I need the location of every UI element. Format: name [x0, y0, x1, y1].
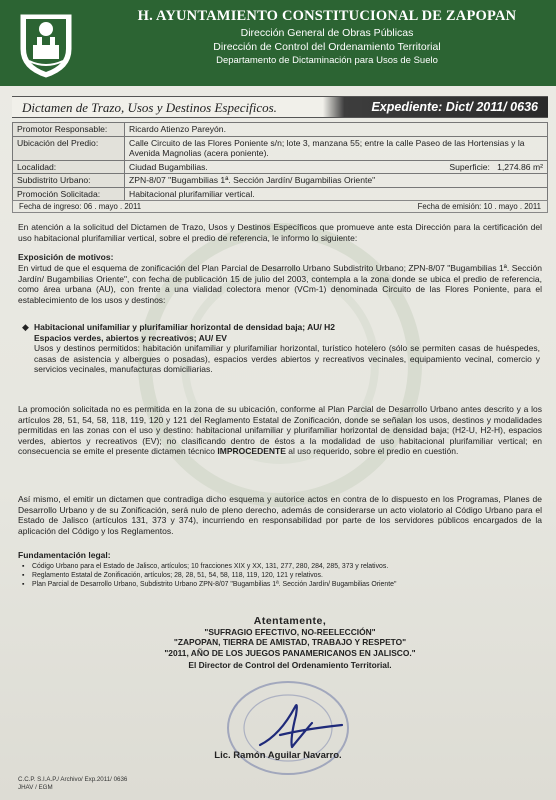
lema-3: "2011, AÑO DE LOS JUEGOS PANAMERICANOS EN JALISCO."	[164, 647, 416, 658]
atentamente: Atentamente,	[253, 615, 327, 627]
info-value-cell	[125, 160, 548, 174]
info-value: Habitacional plurifamiliar vertical.	[125, 187, 548, 201]
fecha-emision: Fecha de emisión: 10 . mayo . 2011	[417, 202, 541, 211]
bullet-title-1: Habitacional unifamiliar y plurifamiliar horizontal de densidad baja; AU/ H2	[34, 322, 336, 332]
document-title: Dictamen de Trazo, Usos y Destinos Especificos.	[22, 100, 277, 115]
intro-paragraph: En atención a la solicitud del Dictamen de Trazo, Usos y Destinos Específicos que promueve ante esta Dirección para la certificación del uso habitacional plurifamiliar vertical, sobre el predio de referencia, le informo lo siguiente:	[18, 222, 542, 243]
motivos-heading: Exposición de motivos:	[18, 252, 114, 262]
bullet-item	[22, 322, 540, 375]
table-row	[13, 123, 548, 137]
info-label: Ubicación del Predio:	[13, 136, 125, 160]
table-row	[13, 187, 548, 201]
info-value: Ricardo Atienzo Pareyón.	[125, 123, 548, 137]
info-label: Promotor Responsable:	[13, 123, 125, 137]
bullet-text: Usos y destinos permitidos: habitación unifamiliar y plurifamiliar horizontal, turístico hotelero (sólo se permiten casas de huéspedes, casas de asistencia y albergues o posadas), espacios verdes abiertos y recreativos vecinales, equipamiento vecinal, comercio y servicios vecinales, manufacturas domiciliarias.	[34, 343, 540, 375]
iniciales-line: JHAV / EGM	[18, 784, 53, 791]
promocion-paragraph	[18, 404, 542, 457]
footer-ccp	[18, 776, 127, 792]
table-row	[13, 160, 548, 174]
promocion-text-b: al uso requerido, sobre el predio en cuestión.	[288, 446, 459, 457]
header-line-2: Dirección de Control del Ordenamiento Territorial	[213, 41, 441, 53]
header-line-3: Departamento de Dictaminación para Usos de Suelo	[216, 55, 438, 66]
org-title: H. AYUNTAMIENTO CONSTITUCIONAL DE ZAPOPAN	[137, 8, 517, 24]
expediente-number: Expediente: Dict/ 2011/ 0636	[371, 100, 538, 114]
bullet-icon: ◆	[22, 322, 29, 332]
asimismo-paragraph: Así mismo, el emitir un dictamen que contradiga dicho esquema y autorice actos en contra de lo dispuesto en los Programas, Planes de Desarrollo Urbano y de su Zonificación, será nulo de pleno derecho, además de considerarse un acto violatorio al Código Urbano para el Estado de Jalisco (artículos 131, 373 y 374), incurriendo en responsabilidad por parte de los servidores públicos encargados de la aplicación del Código y los Reglamentos.	[18, 494, 542, 536]
superficie-label: Superficie:	[449, 161, 490, 172]
info-label: Localidad:	[13, 160, 125, 174]
title-bar	[12, 96, 548, 118]
fundamentacion-heading: Fundamentación legal:	[18, 550, 111, 560]
info-value: Ciudad Bugambilias.	[129, 161, 208, 172]
table-row	[13, 136, 548, 160]
info-label: Subdistrito Urbano:	[13, 174, 125, 188]
fecha-ingreso: Fecha de ingreso: 06 . mayo . 2011	[19, 202, 142, 211]
table-row	[13, 174, 548, 188]
dates-row	[12, 200, 548, 213]
ccp-line: C.C.P. S.I.A.P./ Archivo/ Exp.2011/ 0636	[18, 776, 128, 783]
closing-block	[130, 616, 450, 671]
lema-1: "SUFRAGIO EFECTIVO, NO-REELECCIÓN"	[204, 626, 376, 637]
superficie-value: 1,274.86 m²	[497, 161, 543, 172]
letterhead	[0, 0, 556, 86]
list-item: ▪ Código Urbano para el Estado de Jalisco, artículos; 10 fracciones XIX y XX, 131, 277, 280, 284, 285, 373 y relativos.	[22, 562, 542, 571]
firmante: Lic. Ramón Aguilar Navarro.	[214, 750, 342, 761]
list-item: ▪ Plan Parcial de Desarrollo Urbano, Subdistrito Urbano ZPN-8/07 "Bugambilias 1ª. Sección Jardín/ Bugambilias Oriente"	[22, 580, 542, 589]
header-line-1: Dirección General de Obras Públicas	[240, 27, 414, 39]
lema-2: "ZAPOPAN, TIERRA DE AMISTAD, TRABAJO Y RESPETO"	[173, 637, 407, 647]
bullet-title-2: Espacios verdes, abiertos y recreativos; AU/ EV	[34, 332, 227, 343]
info-value: ZPN-8/07 "Bugambilias 1ª. Sección Jardín/ Bugambilias Oriente"	[125, 174, 548, 188]
signature-name-wrap	[0, 745, 556, 763]
fundamentacion-list	[22, 562, 542, 589]
zapopan-seal-icon	[10, 8, 82, 80]
info-label: Promoción Solicitada:	[13, 187, 125, 201]
info-table	[12, 122, 548, 201]
list-item: ▪ Reglamento Estatal de Zonificación, artículos; 28, 28, 51, 54, 58, 118, 119, 120, 121 y relativos.	[22, 571, 542, 580]
info-value: Calle Circuito de las Flores Poniente s/n; lote 3, manzana 55; entre la calle Paseo de las Hortensias y la Avenida Magnolias (acera poniente).	[125, 136, 548, 160]
cargo: El Director de Control del Ordenamiento Territorial.	[188, 660, 392, 670]
promocion-text-a: La promoción solicitada no es permitida en la zona de su ubicación, conforme al Plan Parcial de Desarrollo Urbano antes descrito y a los artículos 28, 51, 54, 58, 118, 119, 120 y 121 del Reglamento Estatal de Zonificación, donde se señalan los usos, destinos y modalidades permitidas en las zonas con el uso y destino: habitacional unifamiliar y plurifamiliar horizontal de densidad baja; (H2-U, H2-H), espacios verdes, abiertos y recreativos (EV); no clasificando dentro de éstos a la modalidad de uso habitacional plurifamiliar vertical; en consecuencia se emite el presente dictamen técnico	[18, 404, 542, 457]
motivos-paragraph: En virtud de que el esquema de zonificación del Plan Parcial de Desarrollo Urbano Subdistrito Urbano; ZPN-8/07 "Bugambilias 1ª. Sección Jardín/ Bugambilias Oriente", con fecha de publicación 15 de julio del 2003, contempla a la zona donde se ubica el predio de referencia, como área urbana (AU), con frente a una vialidad colectora menor (VCm-1) denominada Circuito de las Flores Poniente, para el establecimiento de los usos y destinos:	[18, 263, 542, 305]
improcedente-label: IMPROCEDENTE	[217, 446, 286, 457]
